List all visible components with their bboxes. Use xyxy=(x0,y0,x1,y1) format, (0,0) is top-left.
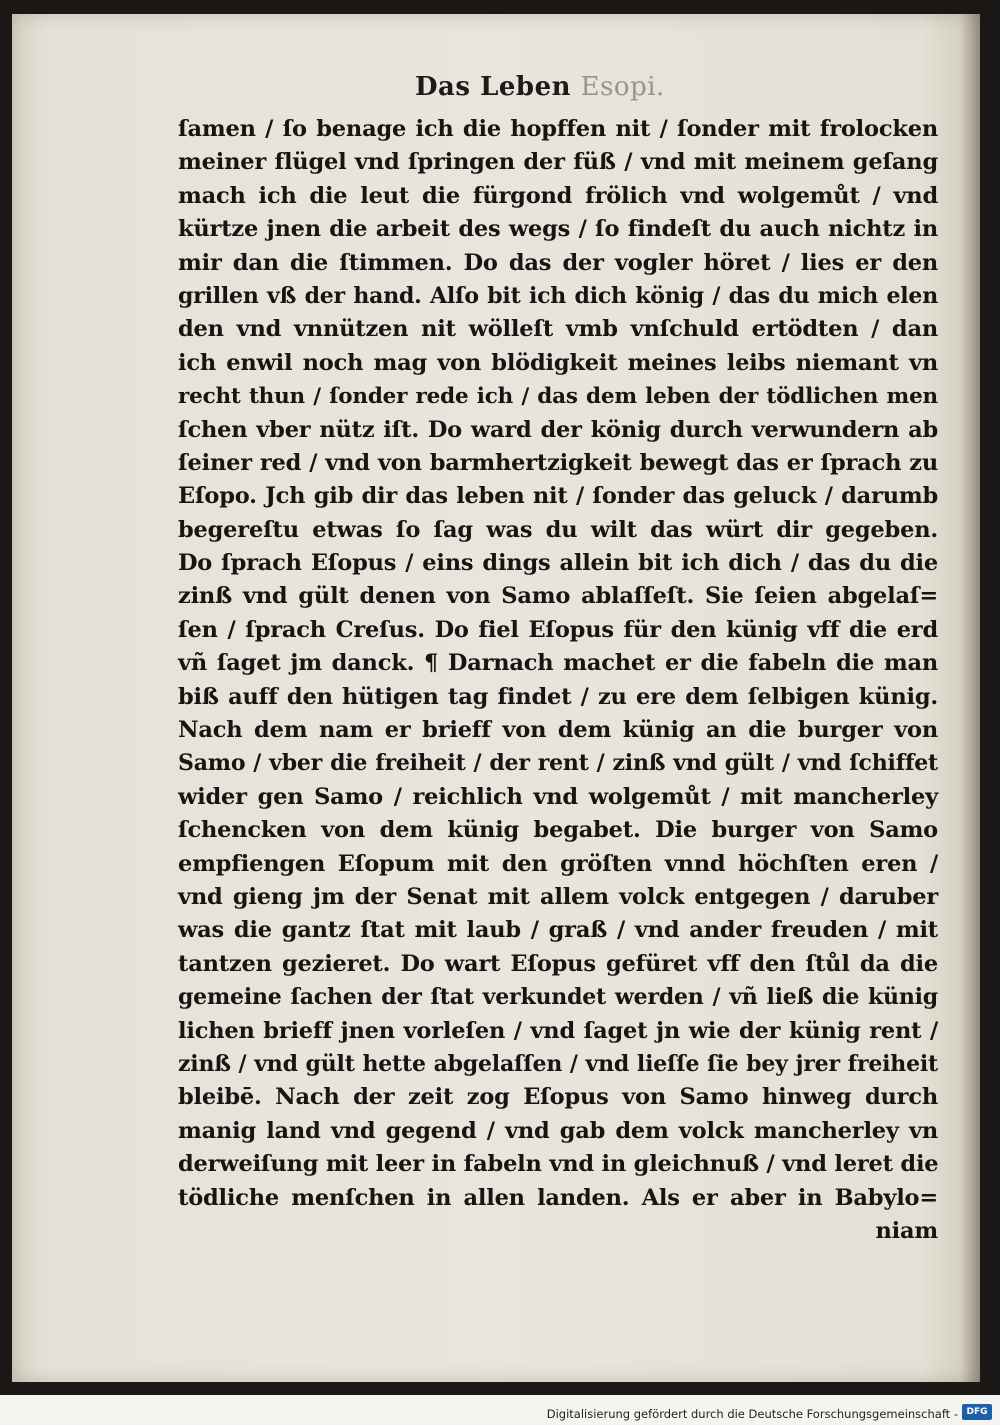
text-line: bleibē. Nach der zeit zog Eſopus von Samo hinweg durch xyxy=(178,1084,938,1111)
text-line: tödliche menſchen in allen landen. Als er aber in Babylo= xyxy=(178,1184,938,1211)
text-line: derweiſung mit leer in fabeln vnd in gleichnuß / vnd leret die xyxy=(178,1151,939,1178)
text-line: wider gen Samo / reichlich vnd wolgemůt / mit mancherley xyxy=(178,783,938,810)
text-line: lichen brieff jnen vorleſen / vnd ſaget jn wie der künig rent / xyxy=(178,1017,938,1044)
text-line: zinß vnd gült denen von Samo ablaſſeſt. Sie ſeien abgelaſ= xyxy=(178,583,938,610)
dfg-logo: DFG xyxy=(962,1404,992,1420)
text-line: Samo / vber die freiheit / der rent / zinß vnd gült / vnd ſchiffet xyxy=(178,750,938,777)
text-line: vnd gieng jm der Senat mit allem volck entgegen / daruber xyxy=(178,883,938,910)
text-line: meiner flügel vnd ſpringen der füß / vnd mit meinem geſang xyxy=(178,149,938,176)
text-line: Eſopo. Jch gib dir das leben nit / ſonder das geluck / darumb xyxy=(178,483,938,510)
running-head-faded: Esopi. xyxy=(580,72,665,102)
text-line: ſeiner red / vnd von barmhertzigkeit bewegt das er ſprach zu xyxy=(178,449,938,476)
text-line: mir dan die ſtimmen. Do das der vogler höret / lies er den xyxy=(178,249,938,276)
text-line: niam xyxy=(875,1217,938,1244)
text-line: ſchen vber nütz iſt. Do ward der könig durch verwundern ab xyxy=(178,416,938,443)
text-line: ſamen / ſo benage ich die hopffen nit / ſonder mit frolocken xyxy=(178,116,938,142)
text-line: Nach dem nam er brieff von dem künig an die burger von xyxy=(178,717,938,744)
text-line: den vnd vnnützen nit wölleſt vmb vnſchuld ertödten / dan xyxy=(178,316,938,343)
text-line: begereſtu etwas ſo ſag was du wilt das würt dir gegeben. xyxy=(178,516,938,543)
text-line: ſchencken von dem künig begabet. Die burger von Samo xyxy=(178,817,938,844)
page-edge-shadow xyxy=(960,14,980,1382)
text-line: mach ich die leut die fürgond frölich vnd wolgemůt / vnd xyxy=(178,182,938,209)
running-head xyxy=(415,72,715,102)
digitization-credit: Digitalisierung gefördert durch die Deutsche Forschungsgemeinschaft - xyxy=(546,1407,958,1421)
text-line: zinß / vnd gült hette abgelaſſen / vnd lieſſe ſie bey jrer freiheit xyxy=(178,1050,938,1077)
text-line: biß auff den hütigen tag findet / zu ere dem ſelbigen künig. xyxy=(178,683,938,710)
text-line: ſen / ſprach Creſus. Do fiel Eſopus für den künig vff die erd xyxy=(178,616,938,643)
text-line: grillen vß der hand. Alſo bit ich dich könig / das du mich elen xyxy=(178,282,938,309)
text-line: vñ ſaget jm danck. ¶ Darnach machet er die fabeln die man xyxy=(178,650,938,677)
body-text xyxy=(178,113,938,1248)
text-line: Do ſprach Eſopus / eins dings allein bit ich dich / das du die xyxy=(178,550,938,577)
running-head-title: Das Leben xyxy=(415,72,572,102)
text-line: manig land vnd gegend / vnd gab dem volck mancherley vn xyxy=(178,1117,938,1144)
text-line: ich enwil noch mag von blödigkeit meines leibs niemant vn xyxy=(178,349,938,376)
text-line: was die gantz ſtat mit laub / graß / vnd ander freuden / mit xyxy=(178,917,938,944)
text-line: recht thun / ſonder rede ich / das dem leben der tödlichen men xyxy=(178,384,938,410)
text-line: gemeine ſachen der ſtat verkundet werden / vñ ließ die künig xyxy=(178,984,938,1011)
text-line: tantzen gezieret. Do wart Eſopus gefüret vff den ſtůl da die xyxy=(178,950,938,977)
text-line: empfiengen Eſopum mit den gröſten vnnd höchſten eren / xyxy=(178,850,938,877)
text-line: kürtze jnen die arbeit des wegs / ſo findeſt du auch nichtz in xyxy=(178,216,938,243)
